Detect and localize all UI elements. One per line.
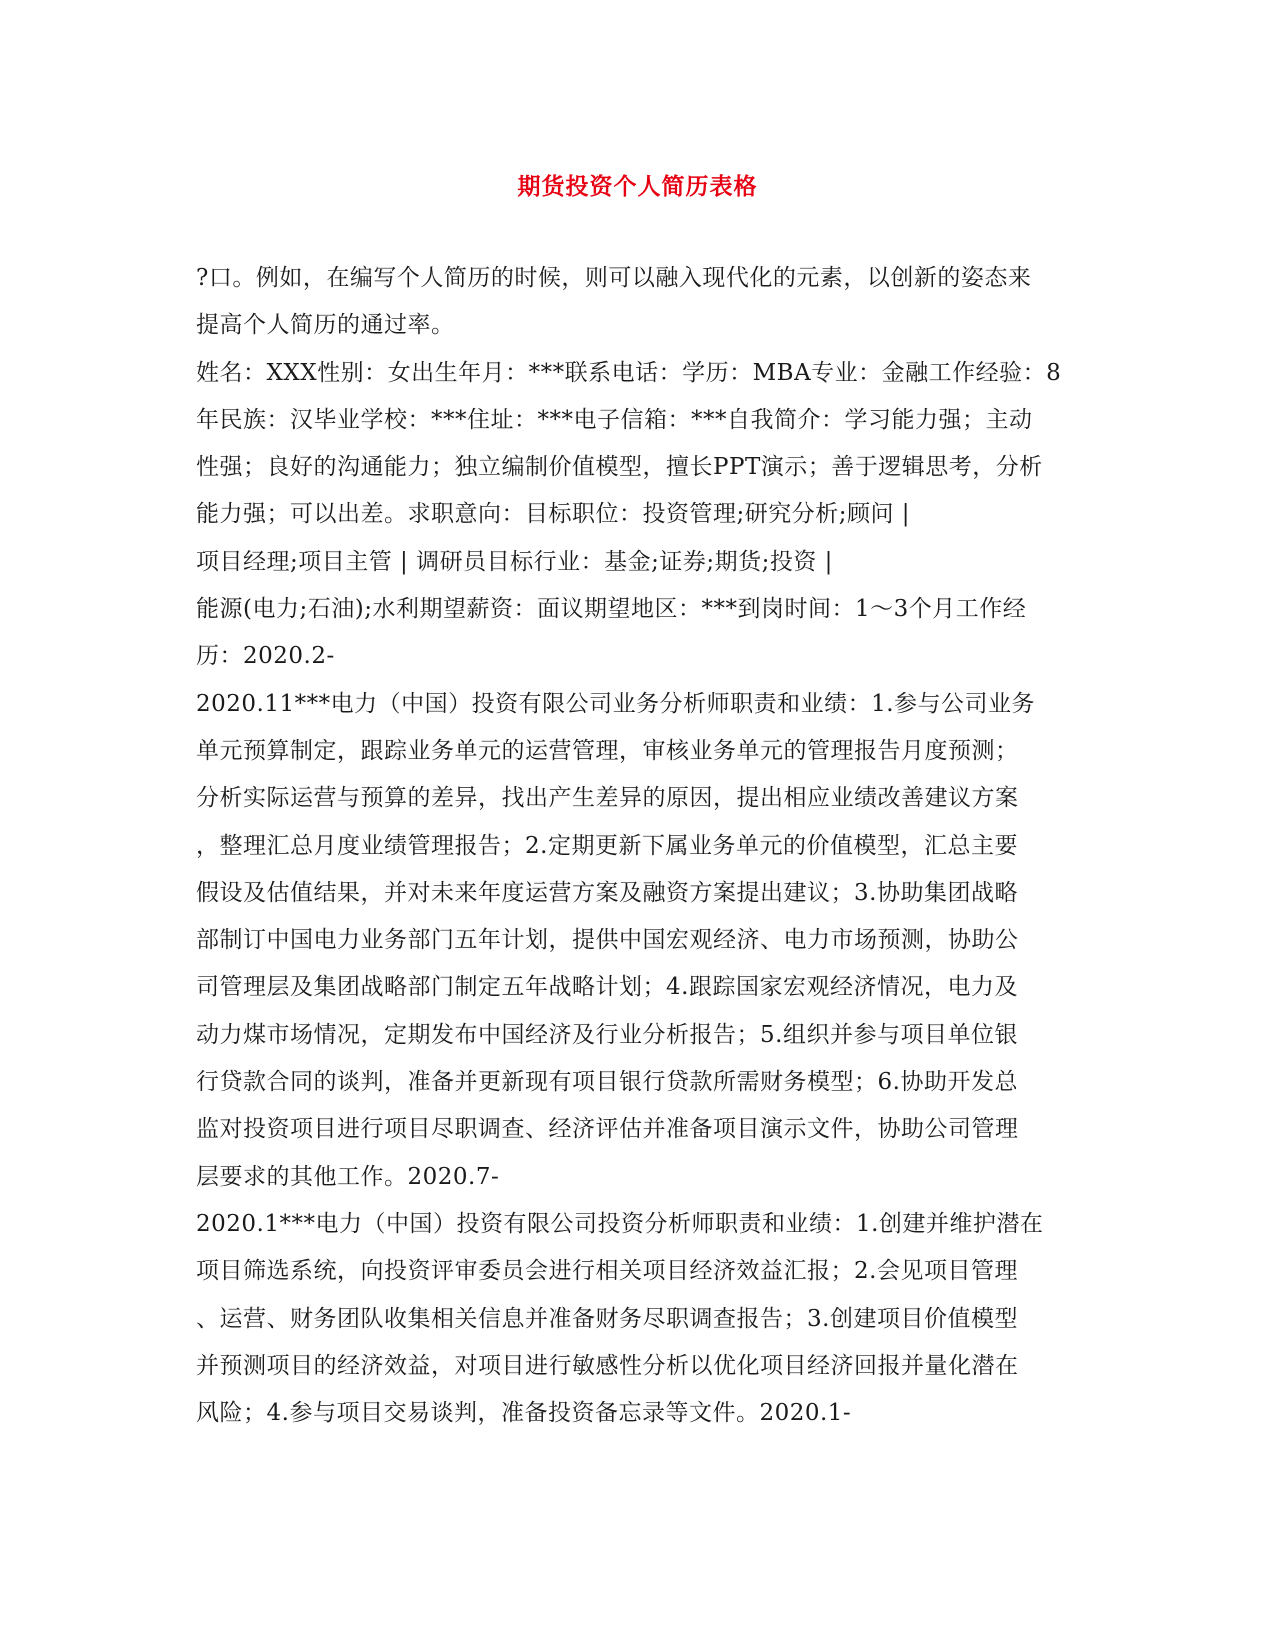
body-line-10: 2020.11***电力（中国）投资有限公司业务分析师职责和业绩：1.参与公司业务: [196, 690, 1036, 717]
body-line-11: 单元预算制定，跟踪业务单元的运营管理，审核业务单元的管理报告月度预测；: [196, 737, 1019, 764]
body-line-3: 姓名：XXX性别：女出生年月：***联系电话：学历：MBA专业：金融工作经验：8: [196, 359, 1062, 386]
body-line-7: 项目经理;项目主管 | 调研员目标行业：基金;证券;期货;投资 |: [196, 548, 833, 575]
body-line-24: 并预测项目的经济效益，对项目进行敏感性分析以优化项目经济回报并量化潜在: [196, 1352, 1019, 1379]
body-line-17: 动力煤市场情况，定期发布中国经济及行业分析报告；5.组织并参与项目单位银: [196, 1021, 1018, 1048]
body-line-1: ?口。例如，在编写个人简历的时候，则可以融入现代化的元素，以创新的姿态来: [196, 265, 1032, 291]
body-line-9: 历：2020.2-: [196, 643, 335, 670]
body-line-15: 部制订中国电力业务部门五年计划，提供中国宏观经济、电力市场预测，协助公: [196, 927, 1019, 954]
body-line-23: 、运营、财务团队收集相关信息并准备财务尽职调查报告；3.创建项目价值模型: [196, 1305, 1018, 1332]
body-line-6: 能力强；可以出差。求职意向：目标职位：投资管理;研究分析;顾问 |: [196, 501, 911, 528]
body-line-21: 2020.1***电力（中国）投资有限公司投资分析师职责和业绩：1.创建并维护潜在: [196, 1210, 1044, 1237]
document-title: 期货投资个人简历表格: [517, 173, 758, 200]
body-line-2: 提高个人简历的通过率。: [196, 312, 455, 339]
body-line-5: 性强；良好的沟通能力；独立编制价值模型，擅长PPT演示；善于逻辑思考，分析: [196, 454, 1043, 481]
body-line-19: 监对投资项目进行项目尽职调查、经济评估并准备项目演示文件，协助公司管理: [196, 1116, 1019, 1143]
document-body: [196, 255, 1086, 1437]
body-line-18: 行贷款合同的谈判，准备并更新现有项目银行贷款所需财务模型；6.协助开发总: [196, 1069, 1018, 1096]
body-line-22: 项目筛选系统，向投资评审委员会进行相关项目经济效益汇报；2.会见项目管理: [196, 1258, 1018, 1285]
body-line-8: 能源(电力;石油);水利期望薪资：面议期望地区：***到岗时间：1～3个月工作经: [196, 596, 1027, 623]
body-line-20: 层要求的其他工作。2020.7-: [196, 1163, 500, 1190]
body-line-12: 分析实际运营与预算的差异，找出产生差异的原因，提出相应业绩改善建议方案: [196, 785, 1019, 812]
body-line-4: 年民族：汉毕业学校：***住址：***电子信箱：***自我简介：学习能力强；主动: [196, 406, 1033, 433]
body-line-16: 司管理层及集团战略部门制定五年战略计划；4.跟踪国家宏观经济情况，电力及: [196, 974, 1018, 1001]
body-line-13: ，整理汇总月度业绩管理报告；2.定期更新下属业务单元的价值模型，汇总主要: [196, 832, 1018, 859]
body-line-25: 风险；4.参与项目交易谈判，准备投资备忘录等文件。2020.1-: [196, 1400, 852, 1427]
body-line-14: 假设及估值结果，并对未来年度运营方案及融资方案提出建议；3.协助集团战略: [196, 879, 1018, 906]
